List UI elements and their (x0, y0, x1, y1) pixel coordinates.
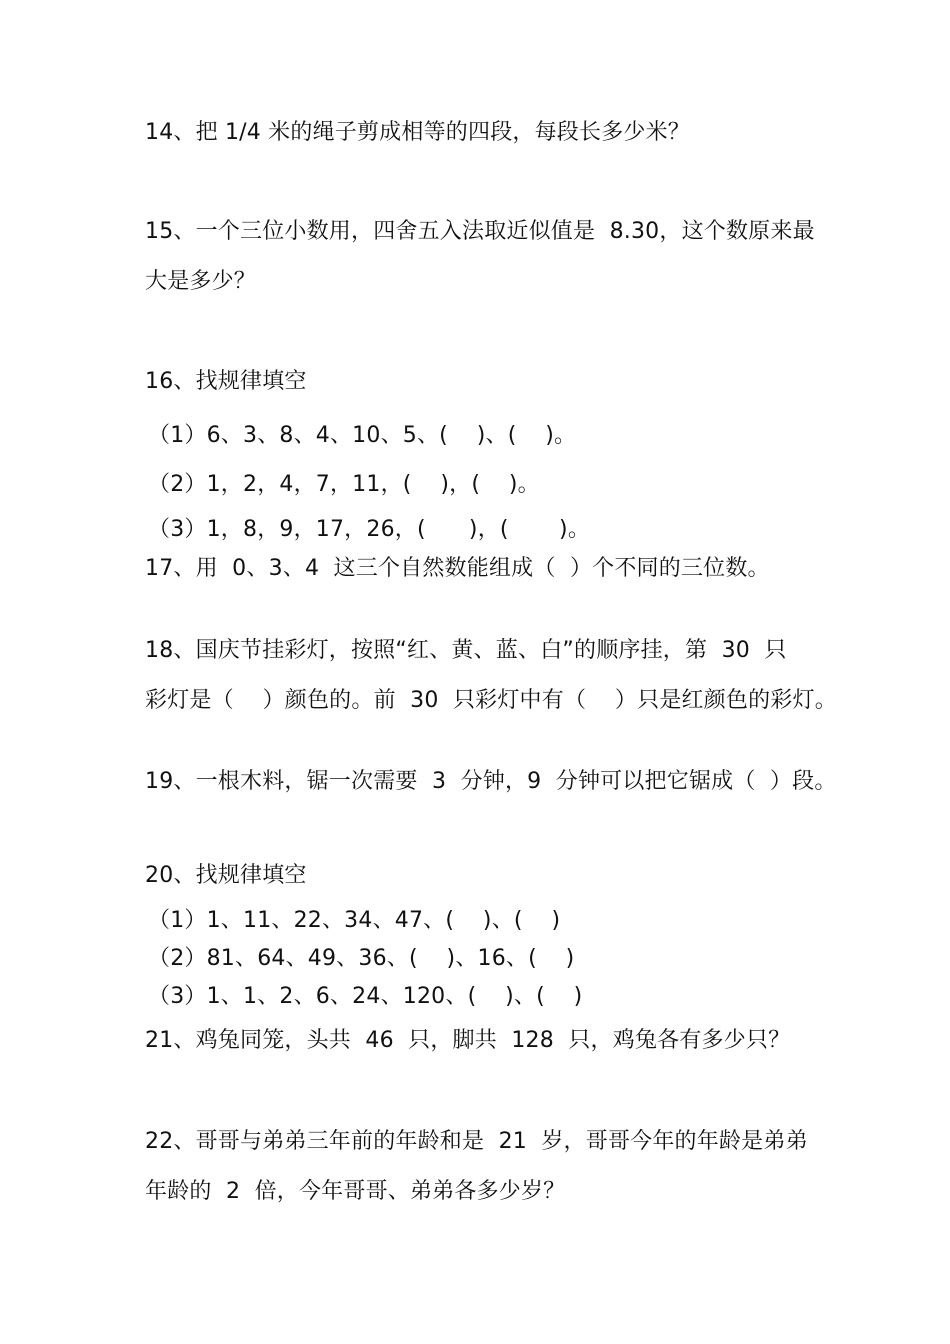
question-14: 14、把 1/4 米的绳子剪成相等的四段，每段长多少米？ (145, 120, 690, 145)
question-15-line-2: 大是多少？ (145, 269, 257, 294)
question-20-title: 20、找规律填空 (145, 863, 307, 888)
question-17: 17、用 0、3、4 这三个自然数能组成（ ）个不同的三位数。 (145, 556, 770, 581)
question-22-line-1: 22、哥哥与弟弟三年前的年龄和是 21 岁，哥哥今年的年龄是弟弟 (145, 1129, 808, 1154)
question-16-title: 16、找规律填空 (145, 369, 307, 394)
question-19: 19、一根木料，锯一次需要 3 分钟，9 分钟可以把它锯成（ ）段。 (145, 769, 837, 794)
question-16-part-1: （1）6、3、8、4、10、5、( )、( )。 (148, 423, 577, 448)
question-16-part-2: （2）1，2，4，7，11，( )，( )。 (148, 472, 540, 497)
question-18-line-1: 18、国庆节挂彩灯，按照“红、黄、蓝、白”的顺序挂，第 30 只 (145, 638, 787, 663)
question-20-part-3: （3）1、1、2、6、24、120、( )、( ) (148, 984, 583, 1009)
question-20-part-2: （2）81、64、49、36、( )、16、( ) (148, 946, 575, 971)
question-22-line-2: 年龄的 2 倍，今年哥哥、弟弟各多少岁？ (145, 1179, 566, 1204)
question-20-part-1: （1）1、11、22、34、47、( )、( ) (148, 908, 561, 933)
question-18-line-2: 彩灯是（ ）颜色的。前 30 只彩灯中有（ ）只是红颜色的彩灯。 (145, 688, 837, 713)
question-15-line-1: 15、一个三位小数用，四舍五入法取近似值是 8.30，这个数原来最 (145, 219, 815, 244)
question-21: 21、鸡兔同笼，头共 46 只，脚共 128 只，鸡兔各有多少只？ (145, 1028, 791, 1053)
question-16-part-3: （3）1，8，9，17，26，( )，( )。 (148, 517, 591, 542)
